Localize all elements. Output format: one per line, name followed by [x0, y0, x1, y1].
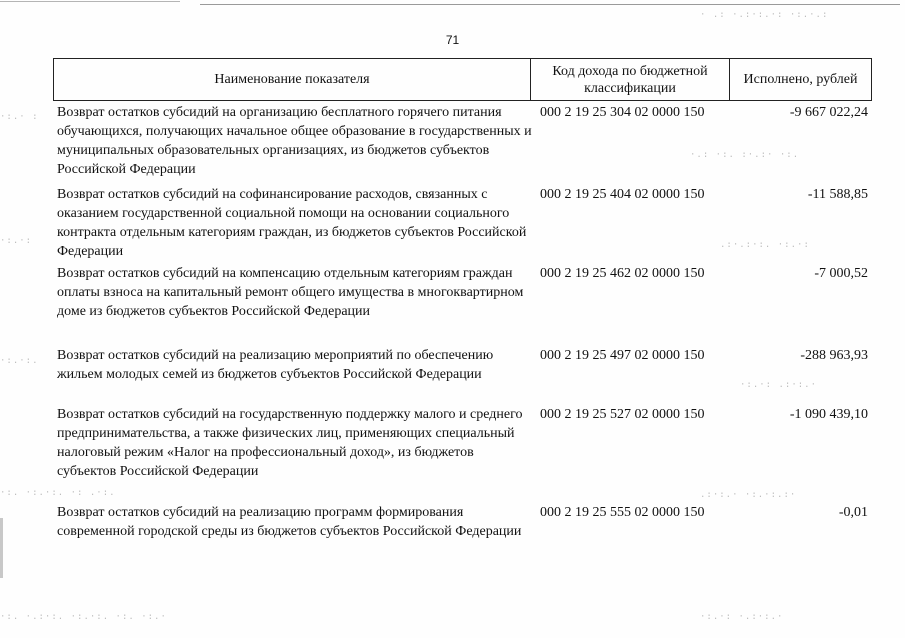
row-code: 000 2 19 25 404 02 0000 150: [540, 187, 705, 202]
row-name: Возврат остатков субсидий на реализацию мероприятий по обеспечению жильем молодых семей из бюджетов субъектов Российской Федерации: [57, 348, 494, 382]
row-code: 000 2 19 25 527 02 0000 150: [540, 407, 705, 422]
row-name: Возврат остатков субсидий на организацию бесплатного горячего питания обучающихся, получающих начальное общее образование в государственных и муниципальных образовательных организациях, из бюджетов субъектов Российской Федерации: [57, 105, 532, 177]
table-header: [53, 58, 872, 101]
row-name: Возврат остатков субсидий на государственную поддержку малого и среднего предпринимательства, а также физических лиц, применяющих специальный налоговый режим «Налог на профессиональный доход», из бюджетов субъектов Российской Федерации: [57, 407, 523, 479]
row-name: Возврат остатков субсидий на компенсацию отдельным категориям граждан оплаты взноса на капитальный ремонт общего имущества в многоквартирном доме из бюджетов субъектов Российской Федерации: [57, 266, 524, 319]
scan-artifact-line: [0, 518, 3, 578]
row-code: 000 2 19 25 462 02 0000 150: [540, 266, 705, 281]
scan-noise: ·:.· :: [0, 112, 39, 122]
scan-noise: .:·.:·:. ·:.·:: [720, 240, 810, 250]
scan-noise: ·:. ·.:·:. ·:.·:. ·:. ·:.·: [0, 612, 167, 622]
row-amount: -0,01: [838, 505, 868, 520]
row-amount: -7 000,52: [814, 266, 868, 281]
scan-noise: ·:. ·:.·:. ·: .·:.: [0, 488, 116, 498]
scan-artifact-line: [0, 1, 180, 2]
scan-noise: ·:.·:: [0, 236, 33, 246]
scan-artifact-line: [200, 4, 900, 5]
page-number: 71: [445, 33, 460, 47]
row-name: Возврат остатков субсидий на софинансирование расходов, связанных с оказанием государственной социальной помощи на основании социального контракта отдельным категориям граждан, из бюджетов субъектов Российской Федерации: [57, 187, 527, 259]
scan-noise: .:·:.· ·:.·:.:·: [700, 490, 797, 500]
row-code: 000 2 19 25 497 02 0000 150: [540, 348, 705, 363]
row-code: 000 2 19 25 555 02 0000 150: [540, 505, 705, 520]
scan-noise: · .: ·.:·:.·: ·:.·.:: [700, 10, 829, 20]
row-amount: -9 667 022,24: [789, 105, 868, 120]
row-amount: -1 090 439,10: [789, 407, 868, 422]
scan-noise: ·.: ·:. :·.:· ·:.: [690, 150, 800, 160]
scan-noise: ·:.·: ·.:·:.·: [700, 612, 784, 622]
header-name: Наименование показателя: [54, 59, 531, 100]
header-amount: Исполнено, рублей: [743, 72, 858, 87]
row-amount: -288 963,93: [800, 348, 868, 363]
row-code: 000 2 19 25 304 02 0000 150: [540, 105, 705, 120]
row-amount: -11 588,85: [807, 187, 868, 202]
scan-noise: ·:.·:.: [0, 356, 39, 366]
header-code: Код дохода по бюджетной классификации: [531, 59, 730, 100]
scan-noise: ·:.·: .:·:.·: [740, 380, 818, 390]
row-name: Возврат остатков субсидий на реализацию программ формирования современной городской среды из бюджетов субъектов Российской Федерации: [57, 505, 522, 539]
